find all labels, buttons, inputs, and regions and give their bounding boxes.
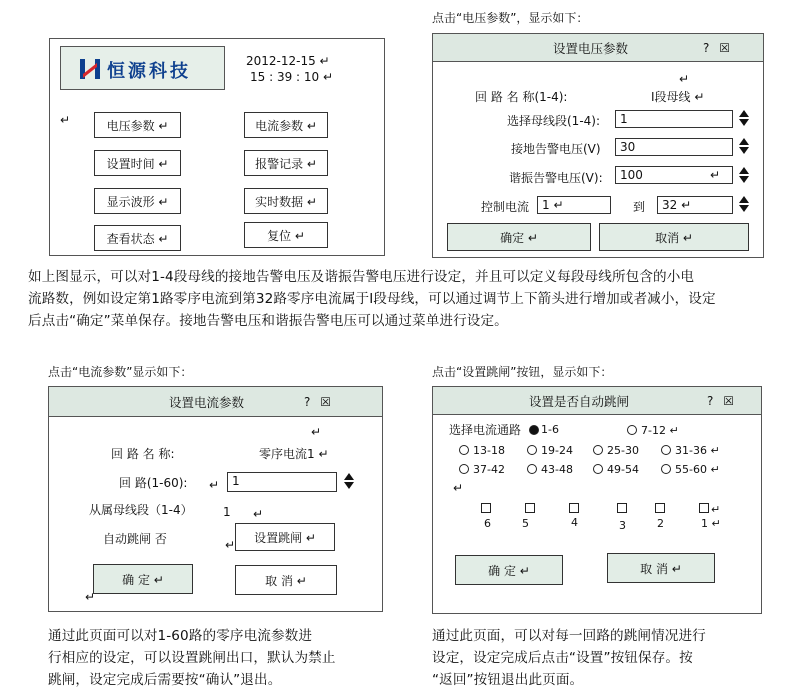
- paragraph-3-line: 通过此页面可以对1-60路的零序电流参数进: [48, 628, 313, 644]
- harmonic-alarm-spinner[interactable]: [739, 167, 749, 185]
- voltage-caption: 点击“电压参数”，显示如下：: [432, 11, 589, 25]
- current-ok-button[interactable]: 确 定 ↵: [93, 564, 193, 594]
- control-current-from-input[interactable]: 1 ↵: [537, 196, 611, 214]
- checkbox-label-1: 1 ↵: [701, 517, 721, 530]
- radio-31-36[interactable]: [661, 445, 671, 455]
- bus-return-mark: ↵: [253, 507, 264, 521]
- paragraph-1-line: 流路数，例如设定第1路零序电流到第32路零序电流属于I段母线，可以通过调节上下箭头进行增加或者减小，设定: [28, 291, 716, 307]
- current-dialog-titlebar: [49, 387, 382, 417]
- radio-25-30[interactable]: [593, 445, 603, 455]
- checkbox-channel-4[interactable]: [569, 503, 579, 513]
- current-caption: 点击“电流参数”显示如下：: [48, 365, 193, 379]
- loop-name-value: 零序电流1 ↵: [259, 447, 329, 461]
- current-params-dialog: [48, 386, 383, 612]
- checkbox-label-4: 4: [571, 516, 578, 529]
- loop-name-label: 回 路 名 称(1-4):: [475, 90, 568, 104]
- radio-19-24[interactable]: [527, 445, 537, 455]
- radio-label-43-48: 43-48: [541, 463, 573, 476]
- radio-43-48[interactable]: [527, 464, 537, 474]
- checkbox-channel-3[interactable]: [617, 503, 627, 513]
- checkbox-label-6: 6: [484, 517, 491, 530]
- set-trip-button[interactable]: 设置跳闸 ↵: [235, 523, 335, 551]
- paragraph-4-line: 通过此页面，可以对每一回路的跳闸情况进行: [432, 628, 706, 644]
- control-current-to-label: 到: [633, 200, 646, 214]
- auto-trip-caption: 点击“设置跳闸”按钮，显示如下：: [432, 365, 613, 379]
- description-paragraph-3: [48, 625, 336, 691]
- help-close-icon[interactable]: ? ☒: [707, 393, 737, 408]
- harmonic-alarm-value: 100: [620, 168, 643, 182]
- harmonic-return-mark: ↵: [709, 168, 720, 182]
- description-paragraph-4: [432, 625, 706, 691]
- radio-label-55-60: 55-60 ↵: [675, 463, 720, 476]
- loop-number-label: 回 路(1-60):: [119, 476, 188, 490]
- checkbox-channel-2[interactable]: [655, 503, 665, 513]
- paragraph-3-line: 跳闸，设定完成后需要按“确认”退出。: [48, 672, 282, 688]
- auto-trip-cancel-button[interactable]: 取 消 ↵: [607, 553, 715, 583]
- radio-55-60[interactable]: [661, 464, 671, 474]
- checkbox-channel-5[interactable]: [525, 503, 535, 513]
- checkbox-channel-1[interactable]: [699, 503, 709, 513]
- radio-label-25-30: 25-30: [607, 444, 639, 457]
- loop-name-label: 回 路 名 称:: [111, 447, 175, 461]
- radio-label-7-12: 7-12 ↵: [641, 424, 679, 437]
- left-return-mark: ↵: [60, 113, 71, 127]
- top-return-mark: ↵: [679, 72, 690, 86]
- harmonic-alarm-input[interactable]: [615, 166, 733, 184]
- paragraph-1-line: 后点击“确定”菜单保存。接地告警电压和谐振告警电压可以通过菜单进行设定。: [28, 313, 508, 329]
- alarm-records-button[interactable]: 报警记录 ↵: [244, 150, 328, 176]
- ground-alarm-label: 接地告警电压(V): [511, 142, 601, 156]
- loop-return-mark: ↵: [209, 478, 220, 492]
- checkbox-label-2: 2: [657, 517, 664, 530]
- company-logo-text: 恒源科技: [107, 61, 191, 82]
- control-current-to-input[interactable]: 32 ↵: [657, 196, 733, 214]
- radio-13-18[interactable]: [459, 445, 469, 455]
- radio-label-31-36: 31-36 ↵: [675, 444, 720, 457]
- description-paragraph-1: [28, 266, 716, 332]
- paragraph-4-line: “返回”按钮退出此页面。: [432, 672, 584, 688]
- current-dialog-title: 设置电流参数: [169, 394, 245, 410]
- radio-label-37-42: 37-42: [473, 463, 505, 476]
- control-current-label: 控制电流: [481, 200, 530, 214]
- loop-name-value: I段母线 ↵: [651, 90, 705, 104]
- realtime-data-button[interactable]: 实时数据 ↵: [244, 188, 328, 214]
- paragraph-1-line: 如上图显示，可以对1-4段母线的接地告警电压及谐振告警电压进行设定，并且可以定义每段母线所包含的小电: [28, 269, 695, 285]
- company-logo-icon: [79, 58, 101, 80]
- reset-button[interactable]: 复位 ↵: [244, 222, 328, 248]
- auto-trip-dialog-titlebar: [433, 387, 761, 415]
- bus-segment-label: 从属母线段（1-4）: [89, 503, 193, 517]
- radio-37-42[interactable]: [459, 464, 469, 474]
- voltage-params-button[interactable]: 电压参数 ↵: [94, 112, 181, 138]
- paragraph-3-line: 行相应的设定，可以设置跳闸出口，默认为禁止: [48, 650, 336, 666]
- radio-7-12[interactable]: [627, 425, 637, 435]
- auto-trip-dialog-title: 设置是否自动跳闸: [529, 393, 630, 409]
- auto-trip-return-mark: ↵: [225, 538, 236, 552]
- auto-trip-dialog: [432, 386, 762, 614]
- checkbox-return-mark: ↵: [711, 503, 721, 516]
- auto-trip-label: 自动跳闸 否: [103, 532, 167, 546]
- radio-row-return-mark: ↵: [453, 481, 464, 495]
- view-status-button[interactable]: 查看状态 ↵: [94, 225, 181, 251]
- set-time-button[interactable]: 设置时间 ↵: [94, 150, 181, 176]
- bus-segment-value: 1: [223, 505, 231, 519]
- time-display: 15 : 39 : 10 ↵: [250, 70, 334, 84]
- date-display: 2012-12-15 ↵: [246, 54, 330, 68]
- checkbox-channel-6[interactable]: [481, 503, 491, 513]
- harmonic-alarm-label: 谐振告警电压(V):: [509, 171, 603, 185]
- radio-label-19-24: 19-24: [541, 444, 573, 457]
- voltage-dialog-title: 设置电压参数: [553, 40, 629, 56]
- voltage-params-dialog: [432, 33, 764, 258]
- select-bus-label: 选择母线段(1-4):: [507, 114, 601, 128]
- auto-trip-ok-button[interactable]: 确 定 ↵: [455, 555, 563, 585]
- control-current-spinner[interactable]: [739, 196, 749, 214]
- voltage-dialog-titlebar: [433, 34, 763, 62]
- top-return-mark: ↵: [311, 425, 322, 439]
- voltage-ok-button[interactable]: 确定 ↵: [447, 223, 591, 251]
- checkbox-label-3: 3: [619, 519, 626, 532]
- radio-label-49-54: 49-54: [607, 463, 639, 476]
- loop-number-spinner[interactable]: [344, 473, 354, 491]
- radio-49-54[interactable]: [593, 464, 603, 474]
- help-close-icon[interactable]: ? ☒: [304, 394, 334, 409]
- show-waveform-button[interactable]: 显示波形 ↵: [94, 188, 181, 214]
- company-logo: [60, 46, 225, 90]
- ground-alarm-spinner[interactable]: [739, 138, 749, 156]
- paragraph-4-line: 设定，设定完成后点击“设置”按钮保存。按: [432, 650, 693, 666]
- current-params-button[interactable]: 电流参数 ↵: [244, 112, 328, 138]
- radio-label-1-6: 1-6: [541, 423, 559, 436]
- checkbox-label-5: 5: [522, 517, 529, 530]
- loop-number-input[interactable]: 1: [227, 472, 337, 492]
- select-channel-label: 选择电流通路: [449, 423, 522, 437]
- help-close-icon[interactable]: ? ☒: [703, 40, 733, 55]
- main-screen-panel: [49, 38, 385, 256]
- current-cancel-button[interactable]: 取 消 ↵: [235, 565, 337, 595]
- radio-label-13-18: 13-18: [473, 444, 505, 457]
- voltage-cancel-button[interactable]: 取消 ↵: [599, 223, 749, 251]
- ground-alarm-input[interactable]: 30: [615, 138, 733, 156]
- bottom-return-mark: ↵: [85, 590, 96, 604]
- select-bus-spinner[interactable]: [739, 110, 749, 128]
- select-bus-input[interactable]: 1: [615, 110, 733, 128]
- radio-1-6[interactable]: [529, 425, 539, 435]
